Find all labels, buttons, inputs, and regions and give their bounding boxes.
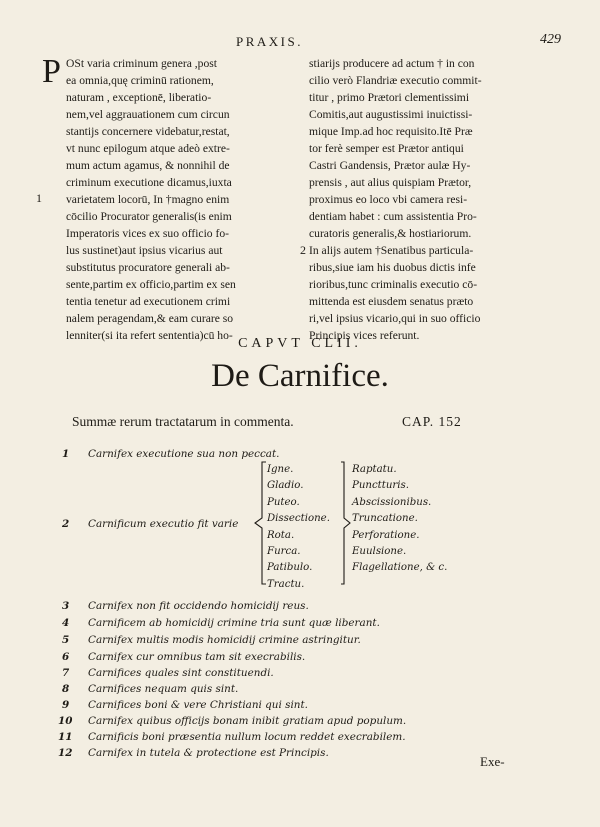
entry-text: Carnifices quales sint constituendi. xyxy=(88,667,274,679)
running-head-title: PRAXIS. xyxy=(236,34,303,49)
text-line: substitutus procuratore generali ab- xyxy=(66,261,230,274)
method-item: Furca. xyxy=(267,546,301,558)
text-line: nem,vel aggrauationem cum circun xyxy=(66,108,230,121)
summary-entry xyxy=(62,600,482,616)
method-item: Gladio. xyxy=(267,480,304,492)
text-line: curatoris generalis,& hostiariorum. xyxy=(309,227,472,240)
text-line: mum actum agamus, & nonnihil de xyxy=(66,159,230,172)
entry-number: 7 xyxy=(62,667,70,679)
entry-text: Carnificis boni præsentia nullum locum reddet execrabilem. xyxy=(88,731,406,743)
summary-entry xyxy=(58,731,498,747)
text-line: lus sustinet)aut ipsius vicarius aut xyxy=(66,244,223,257)
entry-text: Carnifex multis modis homicidij crimine astringitur. xyxy=(88,634,361,646)
entry-number: 1 xyxy=(62,448,70,460)
text-line: criminum executione dicamus,iuxta xyxy=(66,176,232,189)
entry-text: Carnificem ab homicidij crimine tria sunt quæ liberant. xyxy=(88,617,380,629)
text-line: sente,partim ex officio,partim ex sen xyxy=(66,278,236,291)
text-line: lenniter(si ita refert sententia)cū ho- xyxy=(66,329,233,342)
text-line: tor ferè semper est Prætor antiqui xyxy=(309,142,464,155)
text-line: rioribus,tunc criminalis executio cō- xyxy=(309,278,478,291)
text-line: Imperatoris vices ex suo officio fo- xyxy=(66,227,230,240)
method-item: Igne. xyxy=(267,464,294,475)
entry-number: 3 xyxy=(62,600,70,612)
text-line: Comitis,aut augustissimi inuictissi- xyxy=(309,108,473,121)
text-line: ea omnia,quę criminū rationem, xyxy=(66,74,214,87)
method-item: Euulsione. xyxy=(352,546,407,558)
entry-number: 5 xyxy=(62,634,70,646)
entry-number: 2 xyxy=(62,518,70,530)
method-item: Punctturis. xyxy=(352,480,410,492)
execution-methods-list xyxy=(267,462,330,593)
text-line: In alijs autem †Senatibus particula- xyxy=(309,244,474,257)
left-text-column xyxy=(66,55,298,344)
summary-heading-text: Summæ rerum tractatarum in commenta. xyxy=(72,414,294,429)
entry-number: 10 xyxy=(58,715,73,727)
method-item: Puteo. xyxy=(267,496,300,508)
margin-note-number: 2 xyxy=(300,243,306,257)
execution-methods-list-2 xyxy=(352,462,447,577)
summary-chapter-label: CAP. 152 xyxy=(402,414,462,429)
text-line: stiarijs producere ad actum † in con xyxy=(309,57,475,70)
summary-entry xyxy=(58,715,498,731)
entry-number: 11 xyxy=(58,731,73,743)
text-line: ri,vel ipsius vicario,qui in suo officio xyxy=(309,312,481,325)
text-line: ribus,siue iam his duobus dictis infe xyxy=(309,261,476,274)
method-item: Tractu. xyxy=(267,578,305,590)
entry-number: 9 xyxy=(62,699,70,711)
summary-heading xyxy=(72,414,512,430)
text-line: dentiam habet : cum assistentia Pro- xyxy=(309,210,477,223)
page-number: 429 xyxy=(540,32,561,47)
summary-entry xyxy=(62,518,262,534)
text-line: Principis vices referunt. xyxy=(309,329,420,342)
method-item: Patibulo. xyxy=(267,562,313,574)
right-text-column xyxy=(309,55,539,344)
text-line: cilio verò Flandriæ executio commit- xyxy=(309,74,482,87)
text-line: mique Imp.ad hoc requisito.Itē Præ xyxy=(309,125,473,138)
text-line: vt nunc epilogum atque adeò extre- xyxy=(66,142,230,155)
text-line: varietatem locorū, In †magno enim xyxy=(66,193,230,206)
entry-number: 6 xyxy=(62,651,70,663)
summary-entry xyxy=(62,667,482,683)
running-head xyxy=(0,34,600,54)
entry-number: 4 xyxy=(62,617,70,629)
method-item: Truncatione. xyxy=(352,513,418,525)
text-line: proximus eo loco vbi camera resi- xyxy=(309,193,468,206)
chapter-title: De Carnifice. xyxy=(211,358,389,394)
summary-entry xyxy=(62,617,482,633)
entry-text: Carnifices nequam quis sint. xyxy=(88,683,239,695)
text-line: Castri Gandensis, Prætor aulæ Hy- xyxy=(309,159,471,172)
method-item: Dissectione. xyxy=(267,513,330,525)
method-item: Perforatione. xyxy=(352,529,420,541)
entry-text: Carnifex executione sua non peccat. xyxy=(88,448,280,460)
margin-note-number: 1 xyxy=(36,191,42,205)
entry-text: Carnifex non fit occidendo homicidij reus. xyxy=(88,600,309,612)
text-line: prensis , aut alius quispiam Prætor, xyxy=(309,176,472,189)
text-line: cōcilio Procurator generalis(is enim xyxy=(66,210,232,223)
text-line: OSt varia criminum genera ,post xyxy=(66,57,218,70)
summary-entry xyxy=(62,634,482,650)
catchword: Exe- xyxy=(480,754,505,769)
text-line: tentia tenetur ad executionem crimi xyxy=(66,295,231,308)
text-line: stantijs concernere videbatur,restat, xyxy=(66,125,230,138)
summary-entry xyxy=(58,747,498,763)
summary-entry xyxy=(62,699,482,715)
entry-text: Carnifex in tutela & protectione est Principis. xyxy=(88,747,329,759)
method-item: Flagellatione, & c. xyxy=(352,562,448,574)
method-item: Abscissionibus. xyxy=(352,496,432,508)
text-line: titur , primo Prætori clementissimi xyxy=(309,91,470,104)
entry-number: 8 xyxy=(62,683,70,695)
entry-text: Carnifices boni & vere Christiani qui sint. xyxy=(88,699,308,711)
entry-text: Carnificum executio fit varie xyxy=(88,518,239,530)
method-item: Rota. xyxy=(267,529,295,541)
summary-entry xyxy=(62,651,482,667)
summary-entry xyxy=(62,683,482,699)
entry-text: Carnifex cur omnibus tam sit execrabilis. xyxy=(88,651,306,663)
drop-cap: P xyxy=(42,53,61,90)
chapter-heading: CAPVT CLII. xyxy=(238,336,362,351)
text-line: naturam , exceptionē, liberatio- xyxy=(66,91,212,104)
text-line: nalem peragendam,& eam curare so xyxy=(66,312,234,325)
method-item: Raptatu. xyxy=(352,464,397,475)
entry-number: 12 xyxy=(58,747,73,759)
entry-text: Carnifex quibus officijs bonam inibit gratiam apud populum. xyxy=(88,715,407,727)
text-line: mittenda est eiusdem senatus præto xyxy=(309,295,474,308)
